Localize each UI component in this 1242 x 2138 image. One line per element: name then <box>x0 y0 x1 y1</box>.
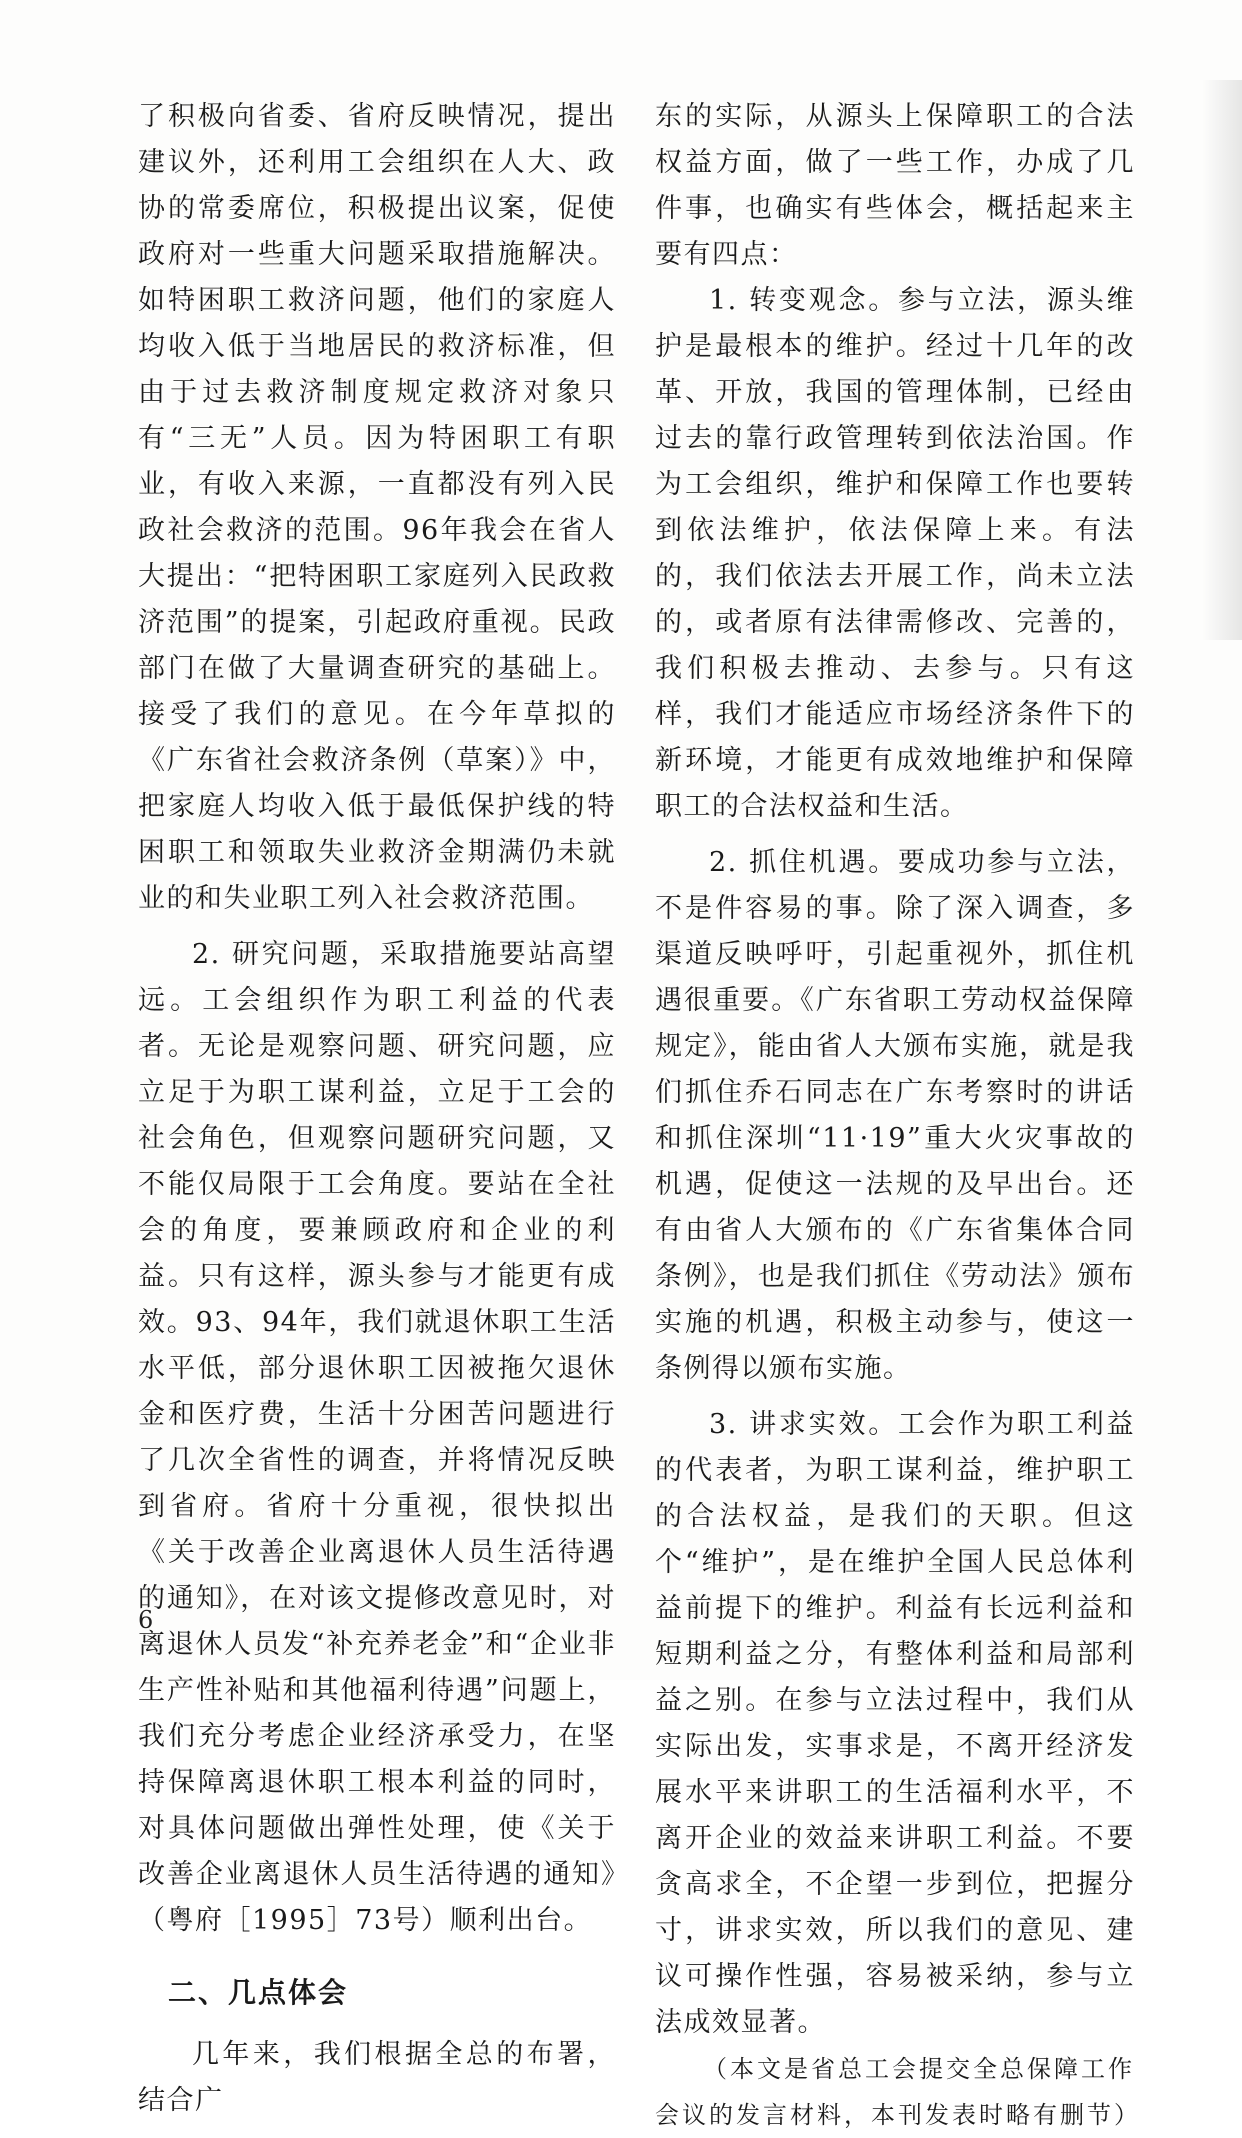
right-paragraph-1: 东的实际，从源头上保障职工的合法权益方面，做了一些工作，办成了几件事，也确实有些体会，概括起来主要有四点： <box>655 101 1135 270</box>
left-paragraph-1: 了积极向省委、省府反映情况，提出建议外，还利用工会组织在人大、政协的常委席位，积极提出议案，促使政府对一些重大问题采取措施解决。如特困职工救济问题，他们的家庭人均收入低于当地居民的救济标准，但由于过去救济制度规定救济对象只有“三无”人员。因为特困职工有职业，有收入来源，一直都没有列入民政社会救济的范围。96年我会在省人大提出：“把特困职工家庭列入民政救济范围”的提案，引起政府重视。民政部门在做了大量调查研究的基础上。接受了我们的意见。在今年草拟的《广东省社会救济条例（草案）》中，把家庭人均收入低于最低保护线的特困职工和领取失业救济金期满仍未就业的和失业职工列入社会救济范围。 <box>138 101 616 914</box>
left-paragraph-2: 2. 研究问题，采取措施要站高望远。工会组织作为职工利益的代表者。无论是观察问题、研究问题，应立足于为职工谋利益，立足于工会的社会角色，但观察问题研究问题，又不能仅局限于工会角度。要站在全社会的角度，要兼顾政府和企业的利益。只有这样，源头参与才能更有成效。93、94年，我们就退休职工生活水平低，部分退休职工因被拖欠退休金和医疗费，生活十分困苦问题进行了几次全省性的调查，并将情况反映到省府。省府十分重视，很快拟出《关于改善企业离退休人员生活待遇的通知》，在对该文提修改意见时，对离退休人员发“补充养老金”和“企业非生产性补贴和其他福利待遇”问题上，我们充分考虑企业经济承受力，在坚持保障离退休职工根本利益的同时，对具体问题做出弹性处理，使《关于改善企业离退休人员生活待遇的通知》（粤府［1995］73号）顺利出台。 <box>138 939 616 1936</box>
right-paragraph-4: 3. 讲求实效。工会作为职工利益的代表者，为职工谋利益，维护职工的合法权益，是我们的天职。但这个“维护”，是在维护全国人民总体利益前提下的维护。利益有长远利益和短期利益之分，有整体利益和局部利益之别。在参与立法过程中，我们从实际出发，实事求是，不离开经济发展水平来讲职工的生活福利水平，不离开企业的效益来讲职工利益。不要贪高求全，不企望一步到位，把握分寸，讲求实效，所以我们的意见、建议可操作性强，容易被采纳，参与立法成效显著。 <box>655 1409 1135 2038</box>
right-paragraph-3: 2. 抓住机遇。要成功参与立法，不是件容易的事。除了深入调查，多渠道反映呼吁，引起重视外，抓住机遇很重要。《广东省职工劳动权益保障规定》，能由省人大颁布实施，就是我们抓住乔石同志在广东考察时的讲话和抓住深圳“11·19”重大火灾事故的机遇，促使这一法规的及早出台。还有由省人大颁布的《广东省集体合同条例》，也是我们抓住《劳动法》颁布实施的机遇，积极主动参与，使这一条例得以颁布实施。 <box>655 847 1135 1384</box>
editorial-note: （本文是省总工会提交全总保障工作会议的发言材料，本刊发表时略有删节） <box>655 2055 1141 2129</box>
right-paragraph-2: 1. 转变观念。参与立法，源头维护是最根本的维护。经过十几年的改革、开放，我国的管理体制，已经由过去的靠行政管理转到依法治国。作为工会组织，维护和保障工作也要转到依法维护，依法保障上来。有法的，我们依法去开展工作，尚未立法的，或者原有法律需修改、完善的，我们积极去推动、去参与。只有这样，我们才能适应市场经济条件下的新环境，才能更有成效地维护和保障职工的合法权益和生活。 <box>655 285 1135 822</box>
left-paragraph-3: 几年来，我们根据全总的布署，结合广 <box>138 2039 616 2116</box>
scan-edge-shadow <box>1202 80 1242 640</box>
section-heading: 二、几点体会 <box>168 1976 349 2009</box>
left-column <box>138 94 616 2124</box>
right-column <box>655 94 1141 2138</box>
page-number: 6 <box>138 1606 154 1634</box>
